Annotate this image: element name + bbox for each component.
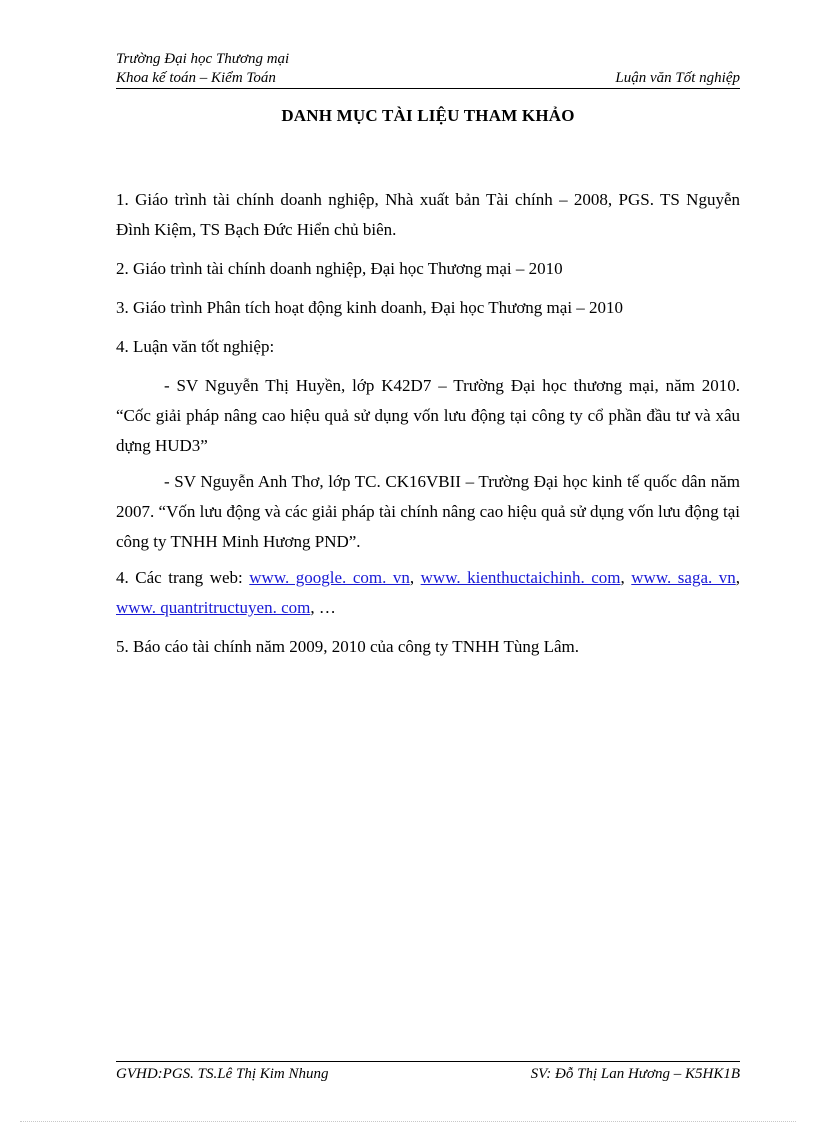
reference-item-2: 2. Giáo trình tài chính doanh nghiệp, Đại học Thương mại – 2010 — [116, 259, 563, 278]
link-quantritructuyen[interactable]: www. quantritructuyen. com — [116, 598, 311, 617]
page-footer — [116, 1066, 740, 1083]
reference-item-4: 4. Luận văn tốt nghiệp: — [116, 337, 275, 356]
footer-student: SV: Đỗ Thị Lan Hương – K5HK1B — [530, 1066, 740, 1082]
reference-item-4-thesis-2: - SV Nguyễn Anh Thơ, lớp TC. CK16VBII – Trường Đại học kinh tế quốc dân năm 2007. “Vốn lưu động và các giải pháp tài chính nâng cao hiệu quả sử dụng vốn lưu động tại công ty TNHH Minh Hương PND”. — [116, 472, 740, 551]
page-title: DANH MỤC TÀI LIỆU THAM KHẢO — [281, 106, 575, 125]
reference-list — [116, 185, 740, 671]
header-doc-type: Luận văn Tốt nghiệp — [615, 70, 740, 86]
link-separator: , — [735, 568, 741, 587]
header-row — [116, 69, 740, 88]
websites-ellipsis: , … — [310, 598, 336, 617]
reference-item-1: 1. Giáo trình tài chính doanh nghiệp, Nhà xuất bản Tài chính – 2008, PGS. TS Nguyễn Đình Kiệm, TS Bạch Đức Hiển chủ biên. — [116, 190, 740, 239]
websites-label: 4. Các trang web: — [116, 568, 250, 587]
page-bottom-edge — [20, 1121, 796, 1122]
footer-supervisor: GVHD:PGS. TS.Lê Thị Kim Nhung — [116, 1066, 329, 1082]
header-faculty: Khoa kế toán – Kiểm Toán — [116, 70, 276, 86]
footer-divider — [116, 1061, 740, 1062]
header-divider — [116, 88, 740, 89]
link-separator: , — [620, 568, 632, 587]
reference-item-3: 3. Giáo trình Phân tích hoạt động kinh doanh, Đại học Thương mại – 2010 — [116, 298, 624, 317]
link-saga[interactable]: www. saga. vn — [631, 568, 736, 587]
link-separator: , — [409, 568, 421, 587]
header-university: Trường Đại học Thương mại — [116, 51, 290, 67]
page-header — [116, 50, 740, 88]
reference-item-websites — [116, 563, 740, 623]
reference-item-4-thesis-1: - SV Nguyễn Thị Huyền, lớp K42D7 – Trường Đại học thương mại, năm 2010. “Cốc giải pháp nâng cao hiệu quả sử dụng vốn lưu động tại công ty cổ phần đầu tư và xâu dựng HUD3” — [116, 376, 740, 455]
link-google[interactable]: www. google. com. vn — [249, 568, 410, 587]
link-kienthuctaichinh[interactable]: www. kienthuctaichinh. com — [420, 568, 621, 587]
reference-item-5: 5. Báo cáo tài chính năm 2009, 2010 của công ty TNHH Tùng Lâm. — [116, 637, 580, 656]
